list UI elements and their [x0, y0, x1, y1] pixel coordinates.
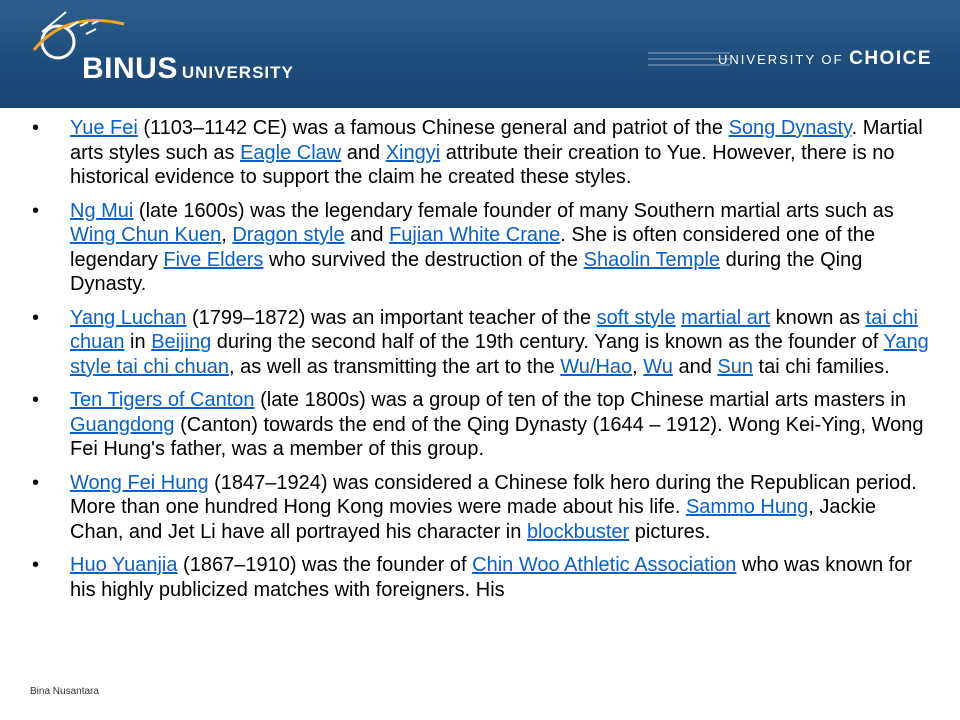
bullet-item-wong-fei-hung — [30, 471, 930, 545]
tagline-prefix: UNIVERSITY OF — [718, 52, 844, 67]
bullet-item-huo-yuanjia — [30, 553, 930, 602]
link-eagle-claw[interactable]: Eagle Claw — [240, 141, 342, 164]
bullet-text: , — [632, 355, 644, 378]
link-huo-yuanjia[interactable]: Huo Yuanjia — [70, 554, 178, 576]
bullet-dot: • — [32, 389, 40, 411]
bullet-dot: • — [32, 199, 40, 222]
bullet-dot: • — [32, 471, 40, 494]
bullet-text: (1799–1872) was an important teacher of the — [186, 306, 597, 329]
bullet-text: (Canton) towards the end of the Qing Dynasty (1644 – 1912). Wong Kei-Ying, Wong Fei Hung's father, was a member of this group. — [70, 413, 924, 460]
bullet-text: during the Qing Dynasty. — [70, 248, 863, 295]
bullet-text: during the second half of the 19th century. Yang is known as the founder of — [211, 331, 884, 353]
brand-logotype — [82, 52, 294, 86]
link-five-elders[interactable]: Five Elders — [163, 248, 264, 271]
bullet-text: , — [221, 224, 233, 246]
tagline-emphasis: CHOICE — [849, 48, 932, 69]
link-guangdong[interactable]: Guangdong — [70, 413, 175, 436]
brand-name: BINUS — [82, 52, 178, 85]
link-sammo-hung[interactable]: Sammo Hung — [685, 496, 809, 518]
slide-content — [30, 116, 930, 611]
header-banner — [0, 0, 960, 108]
link-yang-luchan[interactable]: Yang Luchan — [70, 306, 187, 329]
link-wong-fei-hung[interactable]: Wong Fei Hung — [70, 471, 209, 494]
bullet-text: (late 1800s) was a group of ten of the top Chinese martial arts masters in — [254, 389, 906, 411]
bullet-dot: • — [32, 117, 40, 139]
bullet-item-ten-tigers — [30, 388, 930, 462]
link-song-dynasty[interactable]: Song Dynasty — [728, 117, 852, 139]
bullet-dot: • — [32, 554, 40, 576]
link-soft-style[interactable]: soft style — [596, 306, 676, 329]
link-dragon-style[interactable]: Dragon style — [232, 224, 345, 246]
bullet-item-yang-luchan — [30, 306, 930, 380]
bullet-text: . She is often considered one of the legendary — [70, 224, 875, 271]
bullet-text: . Martial arts styles such as — [70, 117, 923, 164]
link-martial-art[interactable]: martial art — [681, 306, 771, 329]
bullet-list — [30, 116, 930, 602]
link-yang-style-tai-chi-chuan[interactable]: Yang style tai chi chuan — [70, 331, 929, 378]
bullet-item-ng-mui — [30, 199, 930, 297]
bullet-text: who was known for his highly publicized matches with foreigners. His — [70, 554, 913, 601]
link-wu-hao[interactable]: Wu/Hao — [560, 355, 633, 378]
link-wing-chun-kuen[interactable]: Wing Chun Kuen — [70, 224, 222, 246]
bullet-item-yue-fei — [30, 116, 930, 190]
link-chin-woo-athletic-association[interactable]: Chin Woo Athletic Association — [472, 554, 737, 576]
bullet-text: and — [672, 355, 718, 378]
link-shaolin-temple[interactable]: Shaolin Temple — [583, 248, 721, 271]
bullet-text: who survived the destruction of the — [263, 248, 584, 271]
bullet-text: pictures. — [629, 520, 711, 543]
link-sun[interactable]: Sun — [717, 355, 753, 378]
link-yue-fei[interactable]: Yue Fei — [70, 117, 138, 139]
link-wu[interactable]: Wu — [643, 355, 673, 378]
bullet-text: known as — [770, 306, 866, 329]
bullet-text: and — [344, 224, 390, 246]
tagline — [718, 48, 932, 70]
link-xingyi[interactable]: Xingyi — [385, 141, 441, 164]
link-fujian-white-crane[interactable]: Fujian White Crane — [389, 224, 561, 246]
bullet-text: (late 1600s) was the legendary female founder of many Southern martial arts such as — [133, 199, 894, 222]
link-beijing[interactable]: Beijing — [151, 331, 212, 353]
bullet-text: (1867–1910) was the founder of — [177, 554, 473, 576]
link-tai-chi-chuan[interactable]: tai chi chuan — [70, 306, 918, 353]
bullet-text: (1103–1142 CE) was a famous Chinese general and patriot of the — [137, 117, 729, 139]
bullet-text: , Jackie Chan, and Jet Li have all portrayed his character in — [70, 496, 877, 543]
bullet-text: attribute their creation to Yue. However, there is no historical evidence to support the claim he created these styles. — [70, 141, 895, 188]
brand-suffix: UNIVERSITY — [181, 63, 294, 82]
footer-text: Bina Nusantara — [30, 686, 99, 697]
link-ng-mui[interactable]: Ng Mui — [70, 199, 134, 222]
link-ten-tigers-of-canton[interactable]: Ten Tigers of Canton — [70, 389, 255, 411]
link-blockbuster[interactable]: blockbuster — [526, 520, 630, 543]
bullet-text: , as well as transmitting the art to the — [228, 355, 561, 378]
bullet-dot: • — [32, 306, 40, 329]
bullet-text: tai chi families. — [752, 355, 890, 378]
bullet-text: in — [124, 331, 152, 353]
bullet-text: and — [341, 141, 386, 164]
bullet-text: (1847–1924) was considered a Chinese folk hero during the Republican period. More than one hundred Hong Kong movies were made about his life. — [70, 471, 917, 518]
